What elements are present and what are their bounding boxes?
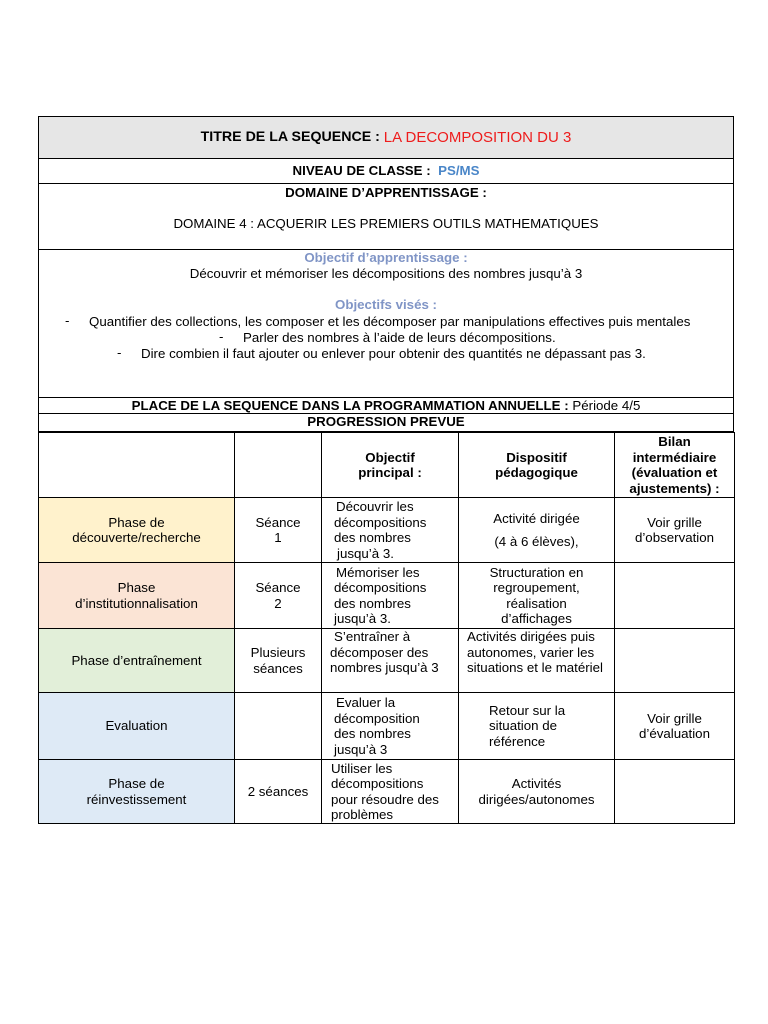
header-bilan-line: ajustements) : xyxy=(629,480,720,496)
objectif-cell xyxy=(322,760,459,824)
table-row xyxy=(39,563,735,629)
phase-line: Evaluation xyxy=(105,718,168,734)
header-bilan-line: Bilan xyxy=(658,434,691,449)
table-row xyxy=(39,498,735,563)
phase-line: d’institutionnalisation xyxy=(75,595,198,611)
header-seance xyxy=(235,433,322,498)
seance-line: Séance xyxy=(255,514,301,530)
dispositif-cell xyxy=(459,629,615,693)
objectif-line: décompositions xyxy=(334,580,427,595)
objectif-line: des nombres xyxy=(334,726,411,741)
dispositif-line: référence xyxy=(489,733,546,749)
domaine-row xyxy=(38,184,734,250)
bilan-cell xyxy=(615,760,735,824)
objectif-vise-2: Parler des nombres à l’aide de leurs décompositions. xyxy=(243,330,556,345)
niveau-label: NIVEAU DE CLASSE : xyxy=(292,163,435,178)
objectif-apprentissage-label: Objectif d’apprentissage : xyxy=(304,250,468,265)
bilan-cell xyxy=(615,629,735,693)
bilan-line: Voir grille xyxy=(647,710,702,726)
objectif-vise-3: Dire combien il faut ajouter ou enlever pour obtenir des quantités ne dépassant pas 3. xyxy=(141,346,646,361)
dispositif-line: Activités xyxy=(511,776,562,791)
bilan-cell xyxy=(615,563,735,629)
objectif-line: jusqu’à 3. xyxy=(334,611,391,626)
dispositif-cell xyxy=(459,693,615,760)
objectif-cell xyxy=(322,629,459,693)
phase-cell xyxy=(39,498,235,563)
seance-line: Plusieurs xyxy=(250,645,306,660)
phase-cell xyxy=(39,760,235,824)
dispositif-line: d’affichages xyxy=(501,611,572,626)
phase-line: Phase xyxy=(117,580,156,595)
seance-cell xyxy=(235,760,322,824)
title-row xyxy=(38,116,734,159)
place-row xyxy=(38,398,734,414)
header-bilan-line: intermédiaire xyxy=(632,449,717,465)
phase-cell xyxy=(39,629,235,693)
bilan-line: Voir grille xyxy=(647,514,702,530)
progression-title: PROGRESSION PREVUE xyxy=(307,414,465,429)
objectif-line: jusqu’à 3. xyxy=(337,545,394,561)
objectif-line: des nombres xyxy=(334,530,411,545)
dispositif-line: situation de xyxy=(489,718,558,734)
dispositif-line: autonomes, varier les xyxy=(467,644,595,660)
niveau-value: PS/MS xyxy=(438,163,480,178)
header-objectif-line: Objectif xyxy=(365,449,415,465)
objectif-line: problèmes xyxy=(331,807,394,822)
sequence-sheet xyxy=(38,116,734,824)
objectif-cell xyxy=(322,498,459,563)
seance-line: 2 séances xyxy=(247,783,309,799)
objectif-line: Découvrir les xyxy=(336,499,414,514)
header-objectif-line: principal : xyxy=(358,465,422,480)
progression-title-row xyxy=(38,414,734,432)
dispositif-line: Activités dirigées puis xyxy=(467,629,595,644)
dispositif-spacer xyxy=(459,526,614,534)
header-dispositif-line: pédagogique xyxy=(495,465,578,480)
niveau-row xyxy=(38,159,734,184)
title-value: LA DECOMPOSITION DU 3 xyxy=(383,128,572,146)
phase-line: Phase de xyxy=(108,776,165,791)
objectif-line: pour résoudre des xyxy=(331,791,439,807)
dispositif-cell xyxy=(459,498,615,563)
header-objectif xyxy=(322,433,459,498)
bullet-dash: - xyxy=(117,345,122,360)
phase-cell xyxy=(39,693,235,760)
seance-cell xyxy=(235,693,322,760)
table-row xyxy=(39,629,735,693)
objectif-line: décomposer des xyxy=(330,644,429,660)
dispositif-cell xyxy=(459,760,615,824)
phase-line: Phase d’entraînement xyxy=(71,652,202,668)
bilan-line: d’observation xyxy=(634,530,715,545)
objectif-cell xyxy=(322,693,459,760)
objectifs-row xyxy=(38,250,734,398)
phase-line: réinvestissement xyxy=(86,791,187,807)
header-dispositif-line: Dispositif xyxy=(506,449,567,465)
dispositif-line: réalisation xyxy=(506,595,567,611)
domaine-label: DOMAINE D’APPRENTISSAGE : xyxy=(285,185,487,200)
seance-line: Séance xyxy=(255,580,301,595)
table-row xyxy=(39,693,735,760)
dispositif-line: Structuration en xyxy=(489,564,584,580)
objectif-line: des nombres xyxy=(334,595,411,611)
bilan-line: d’évaluation xyxy=(639,726,710,741)
bilan-cell xyxy=(615,498,735,563)
header-dispositif xyxy=(459,433,615,498)
objectif-line: Evaluer la xyxy=(336,695,396,710)
seance-line: 1 xyxy=(274,530,282,545)
objectifs-vises-label: Objectifs visés : xyxy=(335,297,437,312)
header-phase xyxy=(39,433,235,498)
objectif-cell xyxy=(322,563,459,629)
dispositif-line: (4 à 6 élèves), xyxy=(494,534,579,549)
header-bilan xyxy=(615,433,735,498)
objectif-line: Mémoriser les xyxy=(336,564,420,580)
domaine-value: DOMAINE 4 : ACQUERIR LES PREMIERS OUTILS MATHEMATIQUES xyxy=(173,215,599,231)
dispositif-line: Activité dirigée xyxy=(493,510,580,526)
header-bilan-line: (évaluation et xyxy=(631,465,718,480)
objectif-line: décompositions xyxy=(331,776,424,791)
objectif-line: S’entraîner à xyxy=(334,629,411,644)
objectif-apprentissage-text: Découvrir et mémoriser les décompositions des nombres jusqu’à 3 xyxy=(189,266,583,281)
dispositif-line: regroupement, xyxy=(493,580,580,595)
objectif-vise-1: Quantifier des collections, les composer et les décomposer par manipulations effectives puis mentales xyxy=(89,314,691,329)
table-row xyxy=(39,760,735,824)
title-label: TITRE DE LA SEQUENCE : xyxy=(200,128,380,145)
bullet-dash: - xyxy=(65,313,70,328)
dispositif-line: Retour sur la xyxy=(489,702,566,718)
bilan-cell xyxy=(615,693,735,760)
seance-line: 2 xyxy=(274,595,282,611)
objectif-line: Utiliser les xyxy=(331,760,393,776)
place-label: PLACE DE LA SEQUENCE DANS LA PROGRAMMATION ANNUELLE : xyxy=(131,398,573,413)
objectif-line: nombres jusqu’à 3 xyxy=(330,660,439,675)
objectif-line: jusqu’à 3 xyxy=(334,741,388,757)
seance-cell xyxy=(235,498,322,563)
objectif-line: décompositions xyxy=(334,514,427,530)
dispositif-cell xyxy=(459,563,615,629)
seance-cell xyxy=(235,629,322,693)
seance-line: séances xyxy=(253,660,303,676)
dispositif-line: dirigées/autonomes xyxy=(478,791,595,807)
place-value: Période 4/5 xyxy=(572,398,641,413)
phase-line: découverte/recherche xyxy=(72,530,201,545)
dispositif-line: situations et le matériel xyxy=(467,660,603,675)
phase-cell xyxy=(39,563,235,629)
progression-table xyxy=(38,432,735,824)
bullet-dash: - xyxy=(219,329,224,344)
objectif-line: décomposition xyxy=(334,710,420,726)
phase-line: Phase de xyxy=(108,514,165,530)
seance-cell xyxy=(235,563,322,629)
table-header-row xyxy=(39,433,735,498)
